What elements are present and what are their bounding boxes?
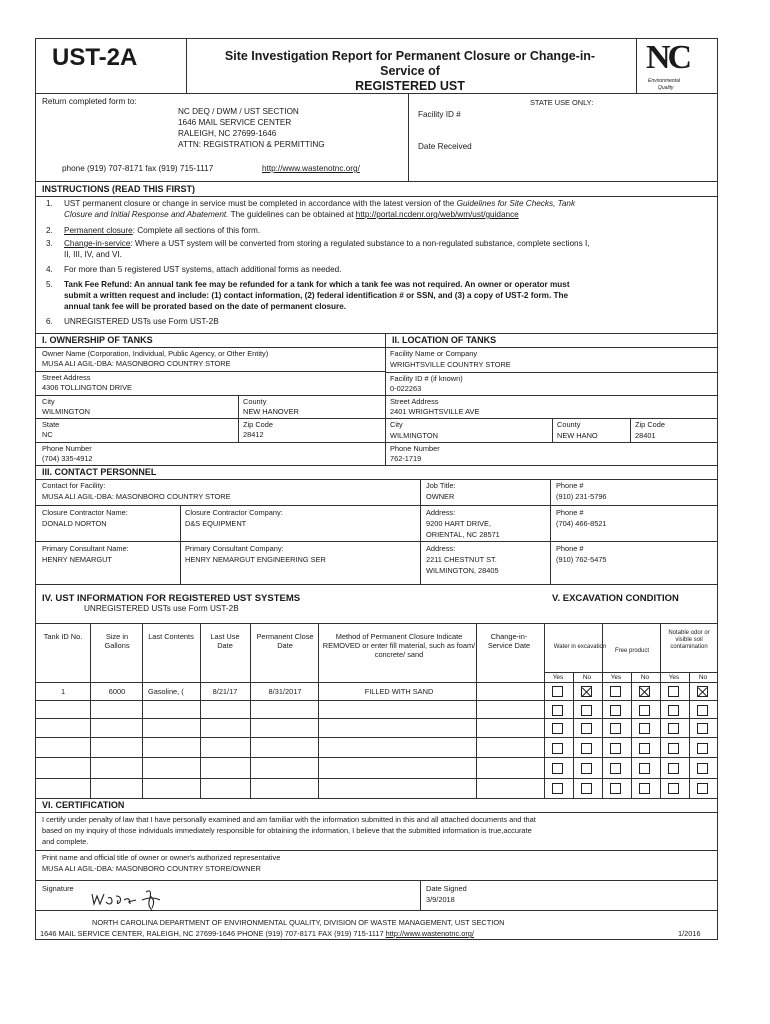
loc-facility-value: WRIGHTSVILLE COUNTRY STORE: [390, 360, 511, 369]
guidance-link[interactable]: http://portal.ncdenr.org/web/wm/ust/guidance: [355, 210, 519, 219]
owner-zip-value: 28412: [243, 430, 264, 439]
inst-5-num: 5.: [46, 280, 53, 289]
contact-phone2-value: (704) 466-8521: [556, 519, 607, 528]
footer-url-link[interactable]: http://www.wastenotnc.org/: [385, 929, 474, 938]
row4-water-no-checkbox[interactable]: [581, 743, 592, 754]
row1-free-no-checkbox[interactable]: [639, 686, 650, 697]
instructions-title: INSTRUCTIONS (READ THIS FIRST): [42, 184, 195, 194]
inst-2-text: Permanent closure: Complete all sections of this form.: [64, 226, 261, 235]
closure-contractor-company-label: Closure Contractor Company:: [185, 508, 283, 517]
row1-odor-no-checkbox[interactable]: [697, 686, 708, 697]
logo-sub-2: Quality: [658, 85, 674, 91]
owner-street-label: Street Address: [42, 373, 91, 382]
loc-county-label: County: [557, 420, 581, 429]
footer-line-2: 1646 MAIL SERVICE CENTER, RALEIGH, NC 27699-1646 PHONE (919) 707-8171 FAX (919) 715-1117 http://www.wastenotnc.org/: [40, 929, 474, 938]
row1-free-yes-checkbox[interactable]: [610, 686, 621, 697]
contractor-address-label: Address:: [426, 508, 456, 517]
contact-facility-label: Contact for Facility:: [42, 481, 106, 490]
contact-title: III. CONTACT PERSONNEL: [42, 467, 157, 477]
row3-odor-no-checkbox[interactable]: [697, 723, 708, 734]
loc-facility-label: Facility Name or Company: [390, 349, 478, 358]
row4-odor-yes-checkbox[interactable]: [668, 743, 679, 754]
row5-free-yes-checkbox[interactable]: [610, 763, 621, 774]
contact-job-label: Job Title:: [426, 481, 456, 490]
inst-1-line-b: Closure and Initial Response and Abatement. The guidelines can be obtained at http://portal.ncdenr.org/web/wm/ust/guidance: [64, 210, 519, 219]
return-line-4: ATTN: REGISTRATION & PERMITTING: [178, 140, 325, 149]
revision-date: 1/2016: [678, 929, 701, 938]
consultant-company-label: Primary Consultant Company:: [185, 544, 284, 553]
ust-info-subtitle: UNREGISTERED USTs use Form UST-2B: [84, 604, 239, 613]
owner-county-value: NEW HANOVER: [243, 407, 299, 416]
contact-phone1-value: (910) 231-5796: [556, 492, 607, 501]
row1-perm-close: 8/31/2017: [268, 687, 302, 696]
water-yes-label: Yes: [552, 674, 564, 681]
water-no-label: No: [582, 674, 592, 681]
col-tank-id: Tank ID No.: [43, 632, 83, 641]
row3-water-no-checkbox[interactable]: [581, 723, 592, 734]
col-method: Method of Permanent Closure Indicate REMOVED or enter fill material, such as foam/ concrete/ sand: [322, 632, 476, 659]
free-no-label: No: [640, 674, 650, 681]
form-id: UST-2A: [52, 44, 138, 71]
row3-free-yes-checkbox[interactable]: [610, 723, 621, 734]
cert-text-3: and complete.: [42, 837, 89, 846]
col-size: Size in Gallons: [104, 632, 130, 650]
contractor-address-line-2: ORIENTAL, NC 28571: [426, 530, 500, 539]
loc-street-label: Street Address: [390, 397, 439, 406]
row1-method: FILLED WITH SAND: [364, 687, 434, 696]
col-last-contents: Last Contents: [148, 632, 194, 641]
logo-sub-1: Environmental: [648, 78, 680, 84]
contractor-address-line-1: 9200 HART DRIVE,: [426, 519, 492, 528]
return-url-link[interactable]: http://www.wastenotnc.org/: [262, 164, 360, 173]
inst-6-text: UNREGISTERED USTs use Form UST-2B: [64, 317, 219, 326]
contact-facility-value: MUSA ALI AGIL-DBA: MASONBORO COUNTRY STORE: [42, 492, 231, 501]
owner-name-value: MUSA ALI AGIL-DBA: MASONBORO COUNTRY STORE: [42, 359, 231, 368]
row1-water-yes-checkbox[interactable]: [552, 686, 563, 697]
row2-free-yes-checkbox[interactable]: [610, 705, 621, 716]
owner-zip-label: Zip Code: [243, 420, 273, 429]
loc-city-label: City: [390, 420, 403, 429]
location-title: II. LOCATION OF TANKS: [392, 335, 497, 345]
loc-county-value: NEW HANO: [557, 431, 598, 440]
row2-odor-yes-checkbox[interactable]: [668, 705, 679, 716]
inst-4-num: 4.: [46, 265, 53, 274]
row1-tank-id: 1: [60, 687, 66, 696]
excavation-title: V. EXCAVATION CONDITION: [552, 593, 679, 604]
return-line-1: NC DEQ / DWM / UST SECTION: [178, 107, 299, 116]
loc-facility-id-label: Facility ID # (if known): [390, 374, 463, 383]
odor-no-label: No: [698, 674, 708, 681]
consultant-address-label: Address:: [426, 544, 456, 553]
date-signed-label: Date Signed: [426, 884, 467, 893]
row2-water-yes-checkbox[interactable]: [552, 705, 563, 716]
row4-free-no-checkbox[interactable]: [639, 743, 650, 754]
row6-odor-yes-checkbox[interactable]: [668, 783, 679, 794]
return-contact: phone (919) 707-8171 fax (919) 715-1117: [62, 164, 214, 173]
loc-zip-label: Zip Code: [635, 420, 665, 429]
row5-water-yes-checkbox[interactable]: [552, 763, 563, 774]
state-use-label: STATE USE ONLY:: [530, 98, 594, 107]
owner-city-value: WILMINGTON: [42, 407, 90, 416]
row1-water-no-checkbox[interactable]: [581, 686, 592, 697]
cert-print-value: MUSA ALI AGIL-DBA: MASONBORO COUNTRY STORE/OWNER: [42, 864, 261, 873]
row1-size: 6000: [108, 687, 126, 696]
cert-text-1: I certify under penalty of law that I have personally examined and am familiar with the information submitted in this and all attached documents and that: [42, 815, 536, 824]
row1-odor-yes-checkbox[interactable]: [668, 686, 679, 697]
ust-info-title: IV. UST INFORMATION FOR REGISTERED UST SYSTEMS: [42, 593, 301, 604]
row1-last-contents: Gasoline, (: [148, 687, 184, 696]
inst-2-num: 2.: [46, 226, 53, 235]
inst-4-text: For more than 5 registered UST systems, attach additional forms as needed.: [64, 265, 342, 274]
free-yes-label: Yes: [610, 674, 622, 681]
row6-free-no-checkbox[interactable]: [639, 783, 650, 794]
handwritten-signature: [88, 886, 178, 912]
row5-water-no-checkbox[interactable]: [581, 763, 592, 774]
return-label: Return completed form to:: [42, 97, 137, 106]
state-date-received: Date Received: [418, 142, 472, 151]
return-line-3: RALEIGH, NC 27699-1646: [178, 129, 277, 138]
owner-state-value: NC: [42, 430, 53, 439]
owner-state-label: State: [42, 420, 60, 429]
row6-water-yes-checkbox[interactable]: [552, 783, 563, 794]
consultant-address-line-2: WILMINGTON, 28405: [426, 566, 499, 575]
loc-facility-id-value: 0-022263: [390, 384, 422, 393]
loc-phone-label: Phone Number: [390, 444, 440, 453]
loc-zip-value: 28401: [635, 431, 656, 440]
row6-free-yes-checkbox[interactable]: [610, 783, 621, 794]
inst-5-line-a: Tank Fee Refund: An annual tank fee may be refunded for a tank for which a tank fee was not required. An owner or operator must: [64, 280, 570, 289]
odor-yes-label: Yes: [668, 674, 680, 681]
closure-contractor-name-label: Closure Contractor Name:: [42, 508, 128, 517]
consultant-company-value: HENRY NEMARGUT ENGINEERING SER: [185, 555, 326, 564]
loc-city-value: WILMINGTON: [390, 431, 438, 440]
row2-free-no-checkbox[interactable]: [639, 705, 650, 716]
closure-contractor-company-value: D&S EQUIPMENT: [185, 519, 247, 528]
owner-street-value: 4306 TOLLINGTON DRIVE: [42, 383, 132, 392]
signature-label: Signature: [42, 884, 74, 893]
col-change-in-service: Change-in-Service Date: [487, 632, 531, 650]
col-last-use: Last Use Date: [210, 632, 240, 650]
owner-county-label: County: [243, 397, 267, 406]
row3-water-yes-checkbox[interactable]: [552, 723, 563, 734]
form-title-3: REGISTERED UST: [355, 79, 465, 93]
owner-phone-label: Phone Number: [42, 444, 92, 453]
nc-logo: NC: [646, 39, 690, 76]
consultant-name-label: Primary Consultant Name:: [42, 544, 129, 553]
return-line-2: 1646 MAIL SERVICE CENTER: [178, 118, 292, 127]
inst-1-line-a: UST permanent closure or change in service must be completed in accordance with the latest version of the Guidelines for Site Checks, Tank: [64, 199, 576, 208]
row4-free-yes-checkbox[interactable]: [610, 743, 621, 754]
contact-phone3-value: (910) 762-5475: [556, 555, 607, 564]
date-signed-value: 3/9/2018: [426, 895, 455, 904]
consultant-name-value: HENRY NEMARGUT: [42, 555, 112, 564]
row3-free-no-checkbox[interactable]: [639, 723, 650, 734]
inst-3-num: 3.: [46, 239, 53, 248]
footer-line-1: NORTH CAROLINA DEPARTMENT OF ENVIRONMENTAL QUALITY, DIVISION OF WASTE MANAGEMENT, UST SECTION: [92, 918, 505, 927]
row4-water-yes-checkbox[interactable]: [552, 743, 563, 754]
contact-phone2-label: Phone #: [556, 508, 584, 517]
col-perm-close: Permanent Close Date: [256, 632, 314, 650]
ownership-title: I. OWNERSHIP OF TANKS: [42, 335, 153, 345]
owner-city-label: City: [42, 397, 55, 406]
row1-last-use: 8/21/17: [212, 687, 238, 696]
consultant-address-line-1: 2211 CHESTNUT ST.: [426, 555, 497, 564]
inst-5-line-c: annual tank fee will be prorated based on the date of permanent closure.: [64, 302, 347, 311]
inst-6-num: 6.: [46, 317, 53, 326]
cert-title: VI. CERTIFICATION: [42, 800, 125, 810]
contact-phone3-label: Phone #: [556, 544, 584, 553]
form-title-2: Service of: [380, 64, 440, 78]
row5-odor-no-checkbox[interactable]: [697, 763, 708, 774]
cert-text-2: based on my inquiry of those individuals immediately responsible for obtaining the information, I believe that the submitted information is true,accurate: [42, 826, 532, 835]
state-facility-id: Facility ID #: [418, 110, 461, 119]
inst-3-text: Change-in-service: Where a UST system will be converted from storing a regulated substance to a non-regulated substance, complete sections I,: [64, 239, 590, 248]
row5-free-no-checkbox[interactable]: [639, 763, 650, 774]
loc-street-value: 2401 WRIGHTSVILLE AVE: [390, 407, 480, 416]
row2-odor-no-checkbox[interactable]: [697, 705, 708, 716]
row5-odor-yes-checkbox[interactable]: [668, 763, 679, 774]
row3-odor-yes-checkbox[interactable]: [668, 723, 679, 734]
contact-phone1-label: Phone #: [556, 481, 584, 490]
inst-3-text-2: II, III, IV, and VI.: [64, 250, 122, 259]
row4-odor-no-checkbox[interactable]: [697, 743, 708, 754]
inst-5-line-b: submit a written request and include: (1) contact information, (2) federal identification # or SSN, and (3) a copy of UST-2 form. The: [64, 291, 569, 300]
loc-phone-value: 762-1719: [390, 454, 422, 463]
row6-water-no-checkbox[interactable]: [581, 783, 592, 794]
inst-1-num: 1.: [46, 199, 53, 208]
col-water: Water in excavation: [553, 644, 607, 650]
row2-water-no-checkbox[interactable]: [581, 705, 592, 716]
cert-print-label: Print name and official title of owner or owner's authorized representative: [42, 853, 281, 862]
contact-job-value: OWNER: [426, 492, 455, 501]
owner-phone-value: (704) 335-4912: [42, 454, 93, 463]
col-odor: Notable odor or visible soil contamination: [668, 630, 710, 650]
col-free-product: Free product: [614, 648, 650, 654]
owner-name-label: Owner Name (Corporation, Individual, Public Agency, or Other Entity): [42, 349, 269, 358]
closure-contractor-name-value: DONALD NORTON: [42, 519, 107, 528]
form-title-1: Site Investigation Report for Permanent Closure or Change-in-: [224, 49, 596, 63]
row6-odor-no-checkbox[interactable]: [697, 783, 708, 794]
